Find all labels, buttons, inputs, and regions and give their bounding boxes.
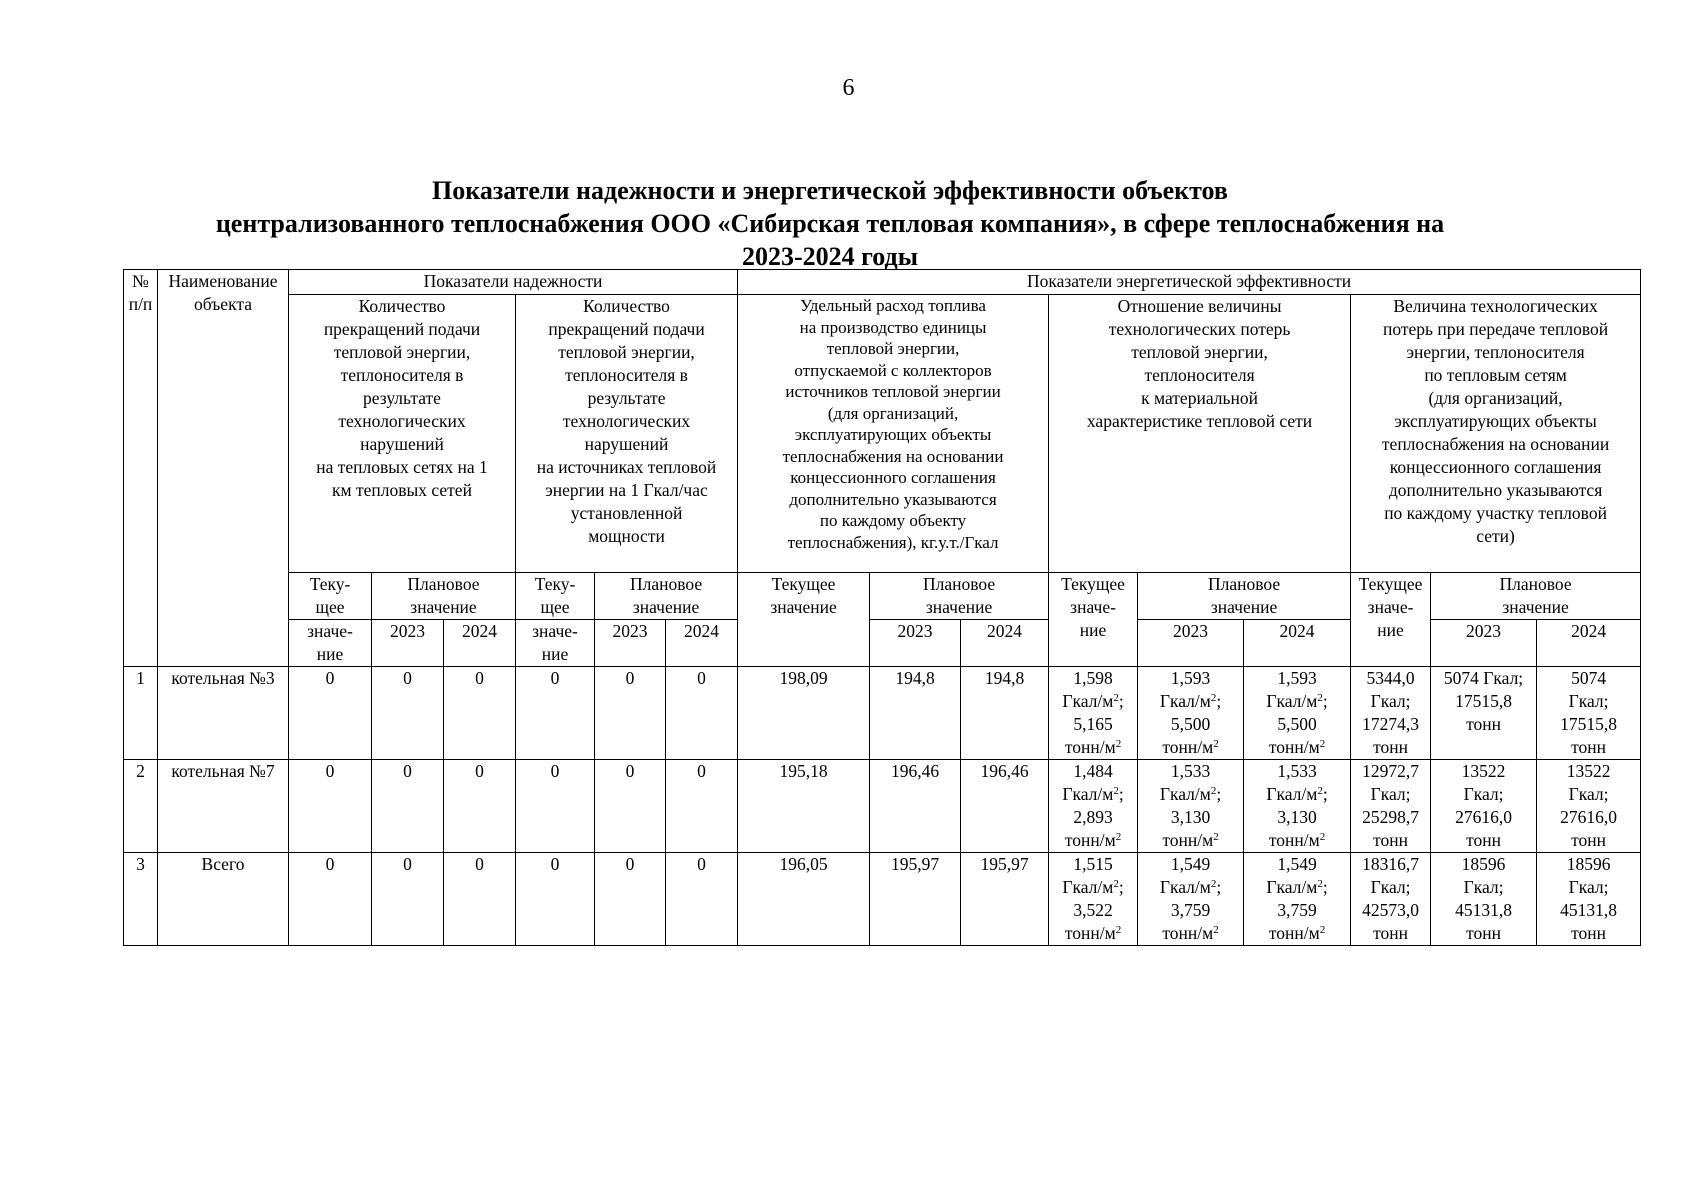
header-loss-current: Текущее значе- ние — [1351, 573, 1431, 667]
cell-fuel-current: 198,09 — [738, 667, 870, 760]
row-num: 3 — [124, 853, 158, 946]
indicators-table — [123, 269, 1641, 946]
cell-src-current: 0 — [516, 667, 595, 760]
cell-src-2024: 0 — [666, 760, 738, 853]
header-loss-ratio: Отношение величины технологических потерь тепловой энергии, теплоносителя к материальной характеристике тепловой сети — [1049, 295, 1351, 573]
header-loss-2024: 2024 — [1537, 620, 1641, 667]
header-transfer-losses: Величина технологических потерь при передаче тепловой энергии, теплоносителя по тепловым сетям (для организаций, эксплуатирующих объекты теплоснабжения на основании концессионного соглашения дополнительно указываются по каждому участку тепловой сети) — [1351, 295, 1641, 573]
table-row — [124, 667, 1641, 760]
cell-net-current: 0 — [289, 667, 372, 760]
cell-ratio-2024: 1,593 Гкал/$м^2$; 5,500 тонн/$м^2$ — [1244, 667, 1351, 760]
table-row — [124, 853, 1641, 946]
cell-ratio-2023: 1,533 Гкал/$м^2$; 3,130 тонн/$м^2$ — [1138, 760, 1244, 853]
cell-loss-2024: 5074 Гкал; 17515,8 тонн — [1537, 667, 1641, 760]
cell-loss-current: 5344,0 Гкал; 17274,3 тонн — [1351, 667, 1431, 760]
row-num: 2 — [124, 760, 158, 853]
header-object-name: Наименование объекта — [158, 270, 289, 667]
cell-src-2024: 0 — [666, 667, 738, 760]
header-net-2024: 2024 — [444, 620, 516, 667]
header-src-current-b: значе- ние — [516, 620, 595, 667]
header-ratio-current: Текущее значе- ние — [1049, 573, 1138, 667]
cell-ratio-2024: 1,533 Гкал/$м^2$; 3,130 тонн/$м^2$ — [1244, 760, 1351, 853]
header-fuel-2024: 2024 — [961, 620, 1049, 667]
cell-loss-current: 18316,7 Гкал; 42573,0 тонн — [1351, 853, 1431, 946]
document-title — [120, 174, 1540, 273]
cell-loss-current: 12972,7 Гкал; 25298,7 тонн — [1351, 760, 1431, 853]
header-fuel-2023: 2023 — [870, 620, 961, 667]
cell-fuel-2024: 194,8 — [961, 667, 1049, 760]
row-num: 1 — [124, 667, 158, 760]
header-efficiency-group: Показатели энергетической эффективности — [738, 270, 1641, 295]
header-src-current-a: Теку- щее — [516, 573, 595, 620]
header-src-2023: 2023 — [595, 620, 666, 667]
cell-src-2023: 0 — [595, 853, 666, 946]
cell-loss-2024: 18596 Гкал; 45131,8 тонн — [1537, 853, 1641, 946]
cell-fuel-2023: 194,8 — [870, 667, 961, 760]
cell-fuel-2023: 196,46 — [870, 760, 961, 853]
cell-net-2024: 0 — [444, 760, 516, 853]
cell-ratio-current: 1,515 Гкал/$м^2$; 3,522 тонн/$м^2$ — [1049, 853, 1138, 946]
header-network-outages: Количество прекращений подачи тепловой энергии, теплоносителя в результате технологических нарушений на тепловых сетях на 1 км тепловых сетей — [289, 295, 516, 573]
cell-src-current: 0 — [516, 760, 595, 853]
cell-ratio-2024: 1,549 Гкал/$м^2$; 3,759 тонн/$м^2$ — [1244, 853, 1351, 946]
header-loss-planned: Плановое значение — [1431, 573, 1641, 620]
title-line-3: 2023-2024 годы — [741, 242, 919, 271]
cell-net-current: 0 — [289, 760, 372, 853]
title-line-1: Показатели надежности и энергетической эффективности объектов — [432, 176, 1228, 205]
row-object-name: котельная №7 — [158, 760, 289, 853]
cell-ratio-current: 1,484 Гкал/$м^2$; 2,893 тонн/$м^2$ — [1049, 760, 1138, 853]
page-number: 6 — [842, 75, 855, 101]
header-ratio-2024: 2024 — [1244, 620, 1351, 667]
header-src-2024: 2024 — [666, 620, 738, 667]
cell-net-2024: 0 — [444, 853, 516, 946]
header-ratio-2023: 2023 — [1138, 620, 1244, 667]
cell-fuel-current: 195,18 — [738, 760, 870, 853]
cell-src-2024: 0 — [666, 853, 738, 946]
header-loss-2023: 2023 — [1431, 620, 1537, 667]
cell-src-current: 0 — [516, 853, 595, 946]
header-net-current-b: значе- ние — [289, 620, 372, 667]
cell-src-2023: 0 — [595, 760, 666, 853]
cell-ratio-2023: 1,549 Гкал/$м^2$; 3,759 тонн/$м^2$ — [1138, 853, 1244, 946]
cell-loss-2024: 13522 Гкал; 27616,0 тонн — [1537, 760, 1641, 853]
cell-net-current: 0 — [289, 853, 372, 946]
cell-src-2023: 0 — [595, 667, 666, 760]
table-row — [124, 760, 1641, 853]
header-net-current-a: Теку- щее — [289, 573, 372, 620]
header-fuel-planned: Плановое значение — [870, 573, 1049, 620]
cell-ratio-current: 1,598 Гкал/$м^2$; 5,165 тонн/$м^2$ — [1049, 667, 1138, 760]
header-reliability-group: Показатели надежности — [289, 270, 738, 295]
cell-net-2023: 0 — [372, 667, 444, 760]
cell-loss-2023: 18596 Гкал; 45131,8 тонн — [1431, 853, 1537, 946]
cell-net-2024: 0 — [444, 667, 516, 760]
cell-fuel-2024: 196,46 — [961, 760, 1049, 853]
cell-loss-2023: 13522 Гкал; 27616,0 тонн — [1431, 760, 1537, 853]
header-src-planned: Плановое значение — [595, 573, 738, 620]
cell-loss-2023: 5074 Гкал; 17515,8 тонн — [1431, 667, 1537, 760]
row-object-name: котельная №3 — [158, 667, 289, 760]
row-object-name: Всего — [158, 853, 289, 946]
header-num: № п/п — [124, 270, 158, 667]
header-fuel-current: Текущее значение — [738, 573, 870, 667]
title-line-2: централизованного теплоснабжения ООО «Сибирская тепловая компания», в сфере теплоснабжения на — [215, 209, 1445, 238]
cell-fuel-2023: 195,97 — [870, 853, 961, 946]
cell-fuel-current: 196,05 — [738, 853, 870, 946]
cell-ratio-2023: 1,593 Гкал/$м^2$; 5,500 тонн/$м^2$ — [1138, 667, 1244, 760]
header-source-outages: Количество прекращений подачи тепловой энергии, теплоносителя в результате технологических нарушений на источниках тепловой энергии на 1 Гкал/час установленной мощности — [516, 295, 738, 573]
header-net-planned: Плановое значение — [372, 573, 516, 620]
header-ratio-planned: Плановое значение — [1138, 573, 1351, 620]
cell-fuel-2024: 195,97 — [961, 853, 1049, 946]
header-fuel-rate: Удельный расход топлива на производство единицы тепловой энергии, отпускаемой с коллекторов источников тепловой энергии (для организаций, эксплуатирующих объекты теплоснабжения на основании концессионного соглашения дополнительно указываются по каждому объекту теплоснабжения), кг.у.т./Гкал — [738, 295, 1049, 573]
cell-net-2023: 0 — [372, 853, 444, 946]
cell-net-2023: 0 — [372, 760, 444, 853]
header-net-2023: 2023 — [372, 620, 444, 667]
